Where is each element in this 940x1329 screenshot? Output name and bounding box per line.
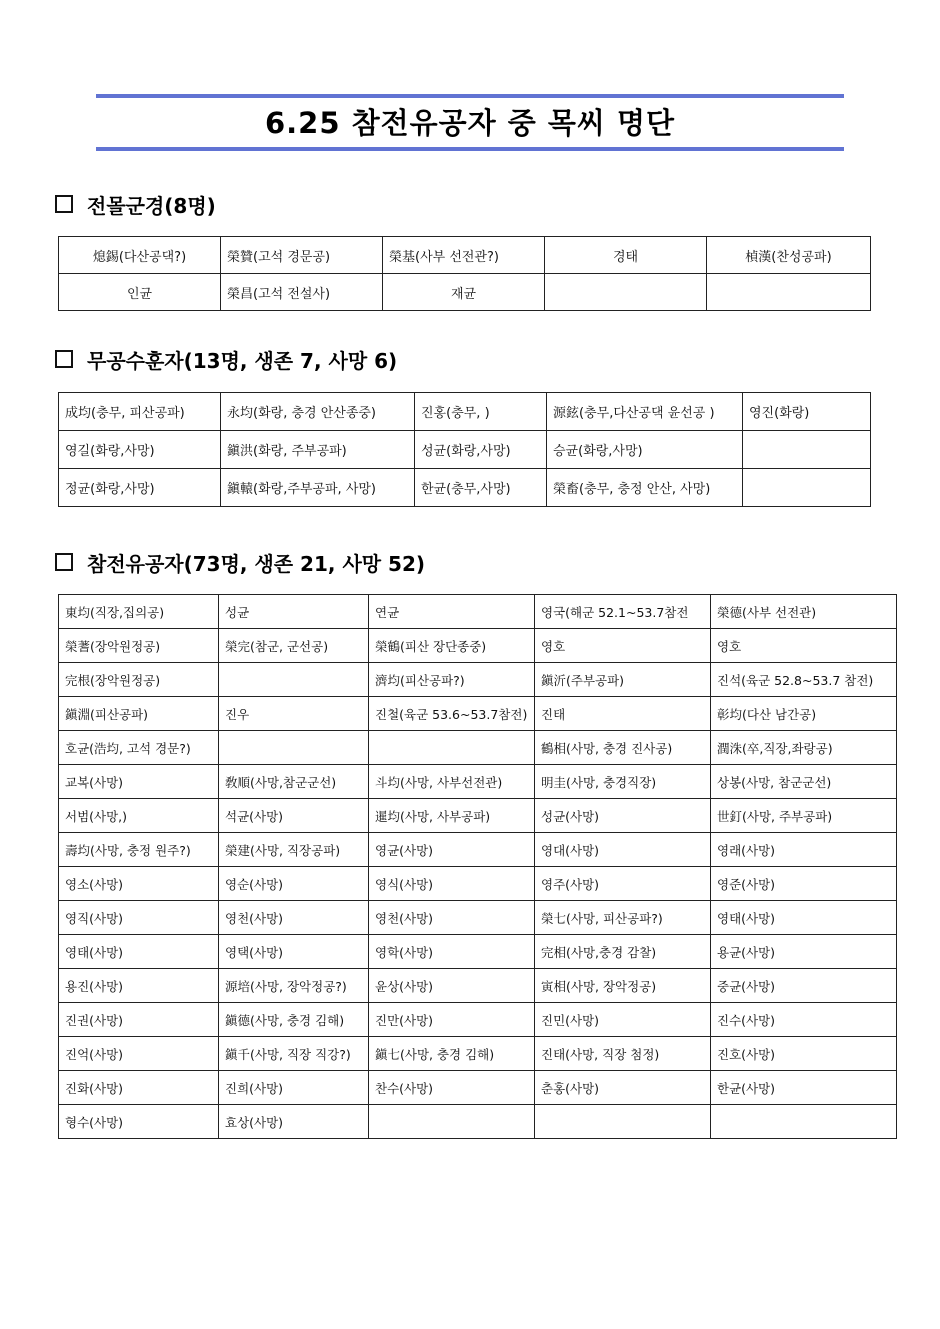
table-cell: 鎭沂(주부공파): [535, 663, 711, 697]
table-cell: 호균(浩均, 고석 경문?): [59, 731, 219, 765]
table-cell: 영호: [711, 629, 897, 663]
table-cell: 榮贊(고석 경문공): [221, 237, 383, 274]
table-cell: 完根(장악원정공): [59, 663, 219, 697]
table-cell: 영대(사망): [535, 833, 711, 867]
table-cell: [545, 274, 707, 311]
table-cell: 진우: [219, 697, 369, 731]
table-cell: 成均(충무, 피산공파): [59, 393, 221, 431]
table-cell: 영학(사망): [369, 935, 535, 969]
table-row: [59, 833, 897, 867]
section-heading-veterans: [55, 547, 425, 577]
table-row: [59, 595, 897, 629]
table-cell: 연균: [369, 595, 535, 629]
table-cell: 鎭七(사망, 충경 김해): [369, 1037, 535, 1071]
section-heading-text: 참전유공자(73명, 생존 21, 사망 52): [87, 551, 426, 576]
table-cell: 진민(사망): [535, 1003, 711, 1037]
table-cell: 영천(사망): [369, 901, 535, 935]
table-row: [59, 1003, 897, 1037]
table-cell: 진수(사망): [711, 1003, 897, 1037]
title-bottom-rule: [96, 147, 844, 151]
table-cell: 성균: [219, 595, 369, 629]
table-row: [59, 237, 871, 274]
table-cell: 교복(사망): [59, 765, 219, 799]
table-row: [59, 901, 897, 935]
table-cell: 영진(화랑): [743, 393, 871, 431]
table-row: [59, 731, 897, 765]
table-cell: 영길(화랑,사망): [59, 431, 221, 469]
table-cell: 榮建(사망, 직장공파): [219, 833, 369, 867]
table-cell: 춘홍(사망): [535, 1071, 711, 1105]
table-cell: 榮蓍(장악원정공): [59, 629, 219, 663]
table-row: [59, 274, 871, 311]
table-row: [59, 1071, 897, 1105]
table-cell: 승균(화랑,사망): [547, 431, 743, 469]
table-cell: 明圭(사망, 충경직장): [535, 765, 711, 799]
table-cell: 영천(사망): [219, 901, 369, 935]
table-cell: 彰均(다산 남간공): [711, 697, 897, 731]
table-cell: 世釘(사망, 주부공파): [711, 799, 897, 833]
table-cell: 潤洙(卒,직장,좌랑공): [711, 731, 897, 765]
table-cell: 진희(사망): [219, 1071, 369, 1105]
table-cell: 성균(화랑,사망): [415, 431, 547, 469]
title-top-rule: [96, 94, 844, 98]
table-cell: [711, 1105, 897, 1139]
title-banner: [96, 94, 844, 152]
table-cell: 榮七(사망, 피산공파?): [535, 901, 711, 935]
table-cell: 효상(사망): [219, 1105, 369, 1139]
table-cell: 榮完(참군, 군선공): [219, 629, 369, 663]
table-cell: 源鉉(충무,다산공댁 윤선공 ): [547, 393, 743, 431]
table-cell: 榮鶴(피산 장단종중): [369, 629, 535, 663]
table-cell: 영식(사망): [369, 867, 535, 901]
table-cell: 인균: [59, 274, 221, 311]
table-cell: 寅相(사망, 장악정공): [535, 969, 711, 1003]
table-cell: 영태(사망): [59, 935, 219, 969]
table-row: [59, 697, 897, 731]
table-row: [59, 935, 897, 969]
table-cell: 濟均(피산공파?): [369, 663, 535, 697]
table-cell: [535, 1105, 711, 1139]
table-row: [59, 799, 897, 833]
table-cell: [219, 731, 369, 765]
table-cell: 永均(화랑, 충경 안산종중): [221, 393, 415, 431]
table-cell: 용진(사망): [59, 969, 219, 1003]
table-cell: 영주(사망): [535, 867, 711, 901]
table-cell: 진철(육군 53.6~53.7참전): [369, 697, 535, 731]
table-cell: 榮畜(충무, 충정 안산, 사망): [547, 469, 743, 507]
table-cell: 진권(사망): [59, 1003, 219, 1037]
table-cell: 榮基(사부 선전관?): [383, 237, 545, 274]
section-heading-fallen: [55, 189, 216, 219]
fallen-table: [58, 236, 871, 311]
table-cell: 영태(사망): [711, 901, 897, 935]
table-row: [59, 469, 871, 507]
table-cell: 진억(사망): [59, 1037, 219, 1071]
section-heading-decorated: [55, 344, 397, 374]
table-cell: 暹均(사망, 사부공파): [369, 799, 535, 833]
table-cell: [369, 1105, 535, 1139]
table-cell: 서범(사망,): [59, 799, 219, 833]
table-row: [59, 663, 897, 697]
table-cell: 정균(화랑,사망): [59, 469, 221, 507]
table-cell: 영호: [535, 629, 711, 663]
table-cell: 鎭德(사망, 충경 김해): [219, 1003, 369, 1037]
table-cell: 경태: [545, 237, 707, 274]
checkbox-icon: [55, 350, 73, 368]
table-cell: 鶴相(사망, 충경 진사공): [535, 731, 711, 765]
checkbox-icon: [55, 553, 73, 571]
table-cell: 鎭淵(피산공파): [59, 697, 219, 731]
table-cell: 한균(사망): [711, 1071, 897, 1105]
table-cell: 윤상(사망): [369, 969, 535, 1003]
table-cell: 榮昌(고석 전설사): [221, 274, 383, 311]
table-cell: 壽均(사망, 충정 원주?): [59, 833, 219, 867]
table-cell: 진만(사망): [369, 1003, 535, 1037]
section-heading-text: 무공수훈자(13명, 생존 7, 사망 6): [87, 348, 398, 373]
table-cell: 한균(충무,사망): [415, 469, 547, 507]
checkbox-icon: [55, 195, 73, 213]
table-row: [59, 431, 871, 469]
table-cell: 영준(사망): [711, 867, 897, 901]
table-row: [59, 393, 871, 431]
table-cell: [369, 731, 535, 765]
table-cell: 진화(사망): [59, 1071, 219, 1105]
table-cell: 楨漢(찬성공파): [707, 237, 871, 274]
table-cell: 석균(사망): [219, 799, 369, 833]
table-cell: 재균: [383, 274, 545, 311]
table-cell: 鎭轅(화랑,주부공파, 사망): [221, 469, 415, 507]
table-cell: 진석(육군 52.8~53.7 참전): [711, 663, 897, 697]
table-cell: 영직(사망): [59, 901, 219, 935]
table-cell: 성균(사망): [535, 799, 711, 833]
table-cell: 찬수(사망): [369, 1071, 535, 1105]
table-cell: 중균(사망): [711, 969, 897, 1003]
table-row: [59, 765, 897, 799]
table-row: [59, 1037, 897, 1071]
table-cell: 東均(직장,집의공): [59, 595, 219, 629]
table-cell: 영국(해군 52.1~53.7참전: [535, 595, 711, 629]
table-cell: 敎順(사망,참군군선): [219, 765, 369, 799]
table-cell: 진홍(충무, ): [415, 393, 547, 431]
table-cell: 상봉(사망, 참군군선): [711, 765, 897, 799]
decorated-table: [58, 392, 871, 507]
table-cell: 영균(사망): [369, 833, 535, 867]
table-row: [59, 969, 897, 1003]
table-cell: 斗均(사망, 사부선전관): [369, 765, 535, 799]
table-cell: 영순(사망): [219, 867, 369, 901]
table-cell: 영소(사망): [59, 867, 219, 901]
table-cell: 진호(사망): [711, 1037, 897, 1071]
section-heading-text: 전몰군경(8명): [87, 193, 216, 218]
table-row: [59, 629, 897, 663]
table-cell: 용균(사망): [711, 935, 897, 969]
table-cell: 형수(사망): [59, 1105, 219, 1139]
table-cell: 源培(사망, 장악정공?): [219, 969, 369, 1003]
table-cell: 榮德(사부 선전관): [711, 595, 897, 629]
table-cell: 진태(사망, 직장 첨정): [535, 1037, 711, 1071]
table-cell: 完相(사망,충경 감찰): [535, 935, 711, 969]
table-cell: 熄錫(다산공댁?): [59, 237, 221, 274]
table-cell: 鎭千(사망, 직장 직강?): [219, 1037, 369, 1071]
table-cell: 영택(사망): [219, 935, 369, 969]
page-title: 6.25 참전유공자 중 목씨 명단: [264, 106, 676, 140]
table-row: [59, 867, 897, 901]
table-cell: [743, 469, 871, 507]
table-cell: [707, 274, 871, 311]
table-cell: [743, 431, 871, 469]
table-cell: 鎭洪(화랑, 주부공파): [221, 431, 415, 469]
table-cell: 영래(사망): [711, 833, 897, 867]
veterans-table: [58, 594, 897, 1139]
table-row: [59, 1105, 897, 1139]
table-cell: [219, 663, 369, 697]
table-cell: 진태: [535, 697, 711, 731]
